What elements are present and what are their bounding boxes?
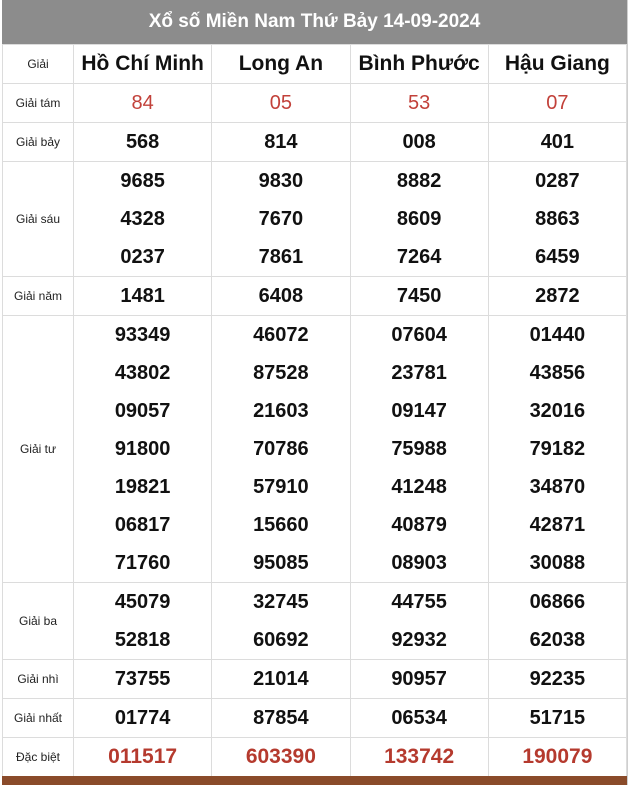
prize-cell — [212, 123, 350, 162]
header-row — [3, 45, 627, 84]
prize-number: 57910 — [253, 476, 309, 498]
prize-cell — [74, 660, 212, 699]
prize-cell — [488, 162, 626, 277]
prize-number: 0237 — [120, 246, 165, 268]
prize-number: 7670 — [258, 208, 304, 230]
prize-number: 06817 — [114, 514, 171, 536]
prize-number: 60692 — [253, 629, 309, 651]
prize-number: 87528 — [253, 362, 309, 384]
prize-row-giai-nhat — [3, 699, 627, 738]
prize-number: 87854 — [253, 707, 309, 729]
prize-number: 1481 — [120, 285, 165, 307]
prize-number: 32016 — [529, 400, 586, 422]
prize-number: 8863 — [535, 208, 580, 230]
prize-number: 603390 — [245, 745, 316, 768]
province-binh-phuoc: Bình Phước — [350, 45, 488, 84]
prize-number: 23781 — [391, 362, 447, 384]
prize-label: Giải năm — [3, 277, 74, 316]
prize-cell — [212, 583, 350, 660]
prize-cell — [74, 738, 212, 777]
prize-cell — [488, 738, 626, 777]
prize-number: 814 — [264, 131, 298, 153]
prize-number: 7450 — [396, 285, 442, 307]
prize-number: 43856 — [529, 362, 586, 384]
prize-number: 8609 — [396, 208, 442, 230]
prize-number: 92932 — [391, 629, 447, 651]
prize-number: 09057 — [114, 400, 171, 422]
prize-cell — [488, 277, 626, 316]
prize-cell — [74, 583, 212, 660]
prize-number: 62038 — [529, 629, 586, 651]
prize-number: 9685 — [120, 170, 165, 192]
prize-number: 7861 — [258, 246, 304, 268]
prize-number: 08903 — [391, 552, 447, 574]
prize-number: 6459 — [535, 246, 580, 268]
prize-cell — [212, 738, 350, 777]
prize-number: 21603 — [253, 400, 309, 422]
prize-number: 95085 — [253, 552, 309, 574]
prize-number: 34870 — [529, 476, 586, 498]
prize-cell — [74, 162, 212, 277]
header-label: Giải — [3, 45, 74, 84]
prize-row-giai-tam — [3, 84, 627, 123]
prize-number: 05 — [269, 92, 292, 114]
prize-number: 6408 — [258, 285, 304, 307]
prize-number: 51715 — [529, 707, 586, 729]
prize-number: 7264 — [396, 246, 442, 268]
prize-label: Giải sáu — [3, 162, 74, 277]
prize-number: 40879 — [391, 514, 447, 536]
prize-cell — [74, 84, 212, 123]
prize-row-giai-sau — [3, 162, 627, 277]
prize-number: 4328 — [120, 208, 165, 230]
prize-row-giai-bay — [3, 123, 627, 162]
prize-number: 06866 — [529, 591, 586, 613]
prize-cell — [488, 316, 626, 583]
prize-cell — [212, 316, 350, 583]
prize-row-dac-biet — [3, 738, 627, 777]
prize-number: 9830 — [258, 170, 304, 192]
prize-number: 01774 — [114, 707, 171, 729]
prize-cell — [212, 699, 350, 738]
prize-cell — [350, 660, 488, 699]
prize-number: 32745 — [253, 591, 309, 613]
prize-label: Giải ba — [3, 583, 74, 660]
prize-number: 06534 — [391, 707, 447, 729]
prize-label: Giải nhất — [3, 699, 74, 738]
prize-row-giai-ba — [3, 583, 627, 660]
results-table — [2, 44, 627, 777]
results-panel — [2, 0, 627, 777]
prize-cell — [350, 123, 488, 162]
prize-cell — [488, 699, 626, 738]
prize-number: 70786 — [253, 438, 309, 460]
prize-number: 30088 — [529, 552, 586, 574]
prize-number: 41248 — [391, 476, 447, 498]
prize-number: 52818 — [114, 629, 171, 651]
prize-cell — [74, 277, 212, 316]
prize-number: 008 — [402, 131, 436, 153]
prize-number: 09147 — [391, 400, 447, 422]
prize-cell — [74, 123, 212, 162]
prize-number: 90957 — [391, 668, 447, 690]
prize-row-giai-nam — [3, 277, 627, 316]
prize-number: 43802 — [114, 362, 171, 384]
prize-cell — [74, 316, 212, 583]
prize-cell — [488, 660, 626, 699]
prize-number: 44755 — [391, 591, 447, 613]
prize-number: 84 — [131, 92, 154, 114]
prize-number: 93349 — [114, 324, 171, 346]
prize-number: 45079 — [114, 591, 171, 613]
prize-cell — [350, 738, 488, 777]
prize-cell — [212, 162, 350, 277]
prize-number: 75988 — [391, 438, 447, 460]
prize-cell — [488, 84, 626, 123]
prize-cell — [74, 699, 212, 738]
bottom-bar — [2, 776, 627, 785]
results-title: Xổ số Miền Nam Thứ Bảy 14-09-2024 — [2, 0, 627, 44]
prize-number: 15660 — [253, 514, 309, 536]
right-divider — [627, 0, 628, 785]
province-hcm: Hồ Chí Minh — [74, 45, 212, 84]
prize-cell — [212, 277, 350, 316]
prize-label: Giải tư — [3, 316, 74, 583]
prize-number: 133742 — [384, 745, 455, 768]
prize-number: 73755 — [114, 668, 171, 690]
prize-number: 190079 — [522, 745, 593, 768]
prize-number: 401 — [540, 131, 575, 153]
prize-number: 011517 — [108, 745, 178, 768]
prize-number: 2872 — [535, 285, 580, 307]
prize-label: Giải nhì — [3, 660, 74, 699]
prize-cell — [212, 84, 350, 123]
prize-number: 79182 — [529, 438, 586, 460]
prize-row-giai-tu — [3, 316, 627, 583]
prize-label: Đặc biệt — [3, 738, 74, 777]
prize-row-giai-nhi — [3, 660, 627, 699]
prize-number: 42871 — [529, 514, 586, 536]
prize-number: 07604 — [391, 324, 447, 346]
prize-cell — [350, 277, 488, 316]
prize-number: 19821 — [114, 476, 171, 498]
prize-cell — [488, 123, 626, 162]
prize-cell — [488, 583, 626, 660]
province-hau-giang: Hậu Giang — [488, 45, 626, 84]
prize-number: 53 — [408, 92, 431, 114]
prize-number: 21014 — [253, 668, 309, 690]
prize-cell — [350, 84, 488, 123]
prize-cell — [350, 162, 488, 277]
prize-number: 91800 — [114, 438, 171, 460]
prize-cell — [212, 660, 350, 699]
prize-number: 0287 — [535, 170, 580, 192]
prize-cell — [350, 583, 488, 660]
province-long-an: Long An — [212, 45, 350, 84]
prize-number: 71760 — [114, 552, 171, 574]
prize-cell — [350, 316, 488, 583]
prize-number: 07 — [546, 92, 569, 114]
prize-number: 568 — [125, 131, 160, 153]
prize-number: 92235 — [529, 668, 586, 690]
prize-cell — [350, 699, 488, 738]
prize-label: Giải bảy — [3, 123, 74, 162]
prize-number: 46072 — [253, 324, 309, 346]
prize-label: Giải tám — [3, 84, 74, 123]
prize-number: 01440 — [529, 324, 586, 346]
prize-number: 8882 — [396, 170, 442, 192]
